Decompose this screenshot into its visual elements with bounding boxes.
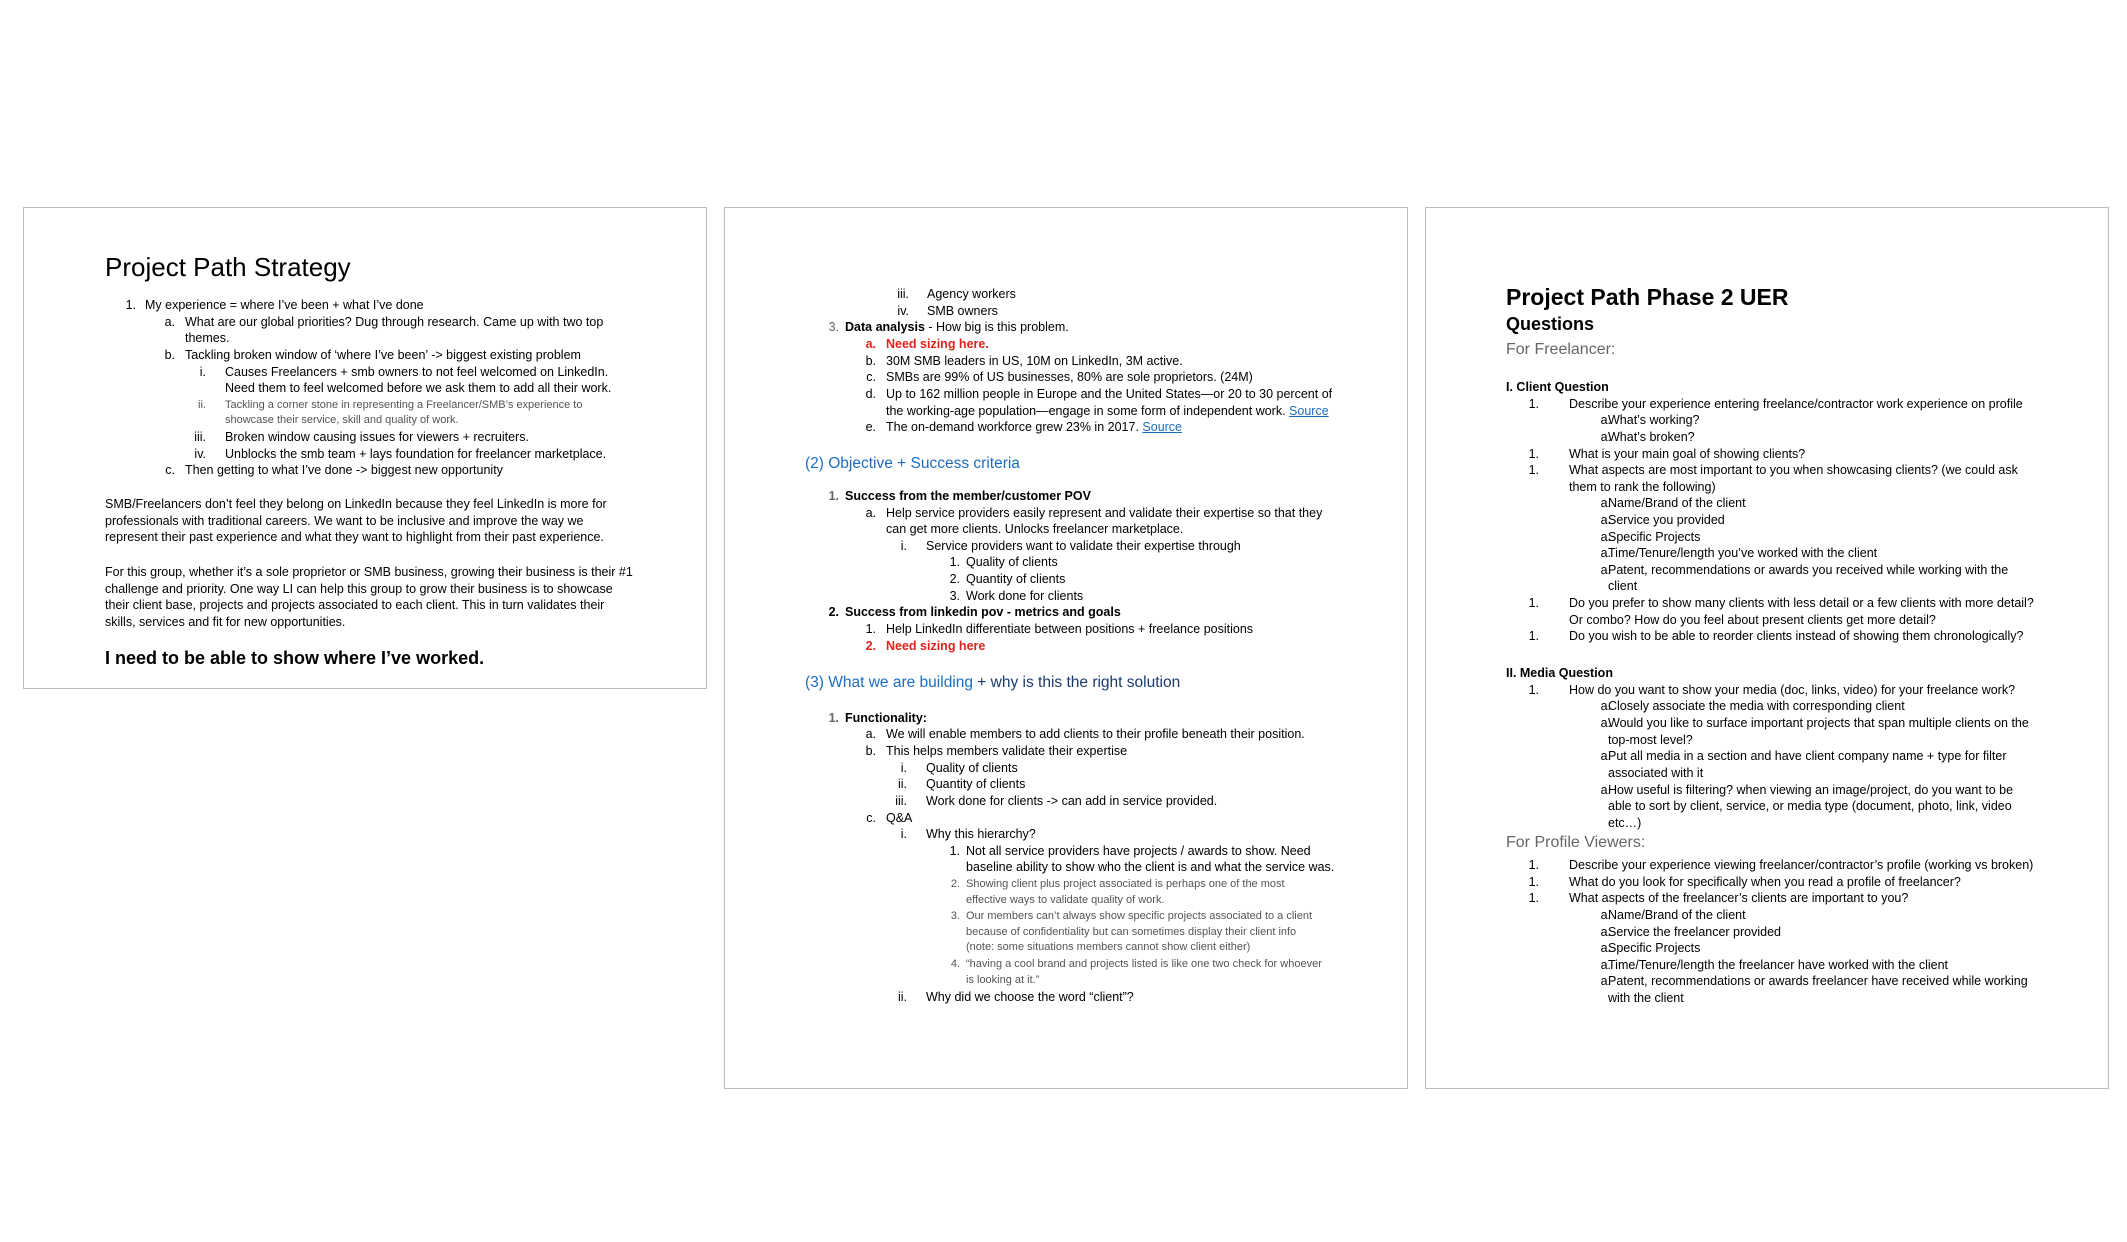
section-heading-building — [805, 674, 1180, 692]
list-marker: 1. — [949, 844, 960, 858]
list-item: Help LinkedIn differentiate between positions + freelance positions — [886, 622, 1254, 636]
list-marker: iv. — [194, 447, 206, 461]
list-item: Broken window causing issues for viewers + recruiters. — [225, 430, 529, 444]
list-item: What aspects are most important to you when showcasing clients? (we could ask — [1569, 463, 2018, 477]
list-marker: a. — [1600, 908, 1611, 922]
list-item: How do you want to show your media (doc, links, video) for your freelance work? — [1569, 683, 2016, 697]
list-marker: 1. — [1528, 683, 1539, 697]
section-heading-objective: (2) Objective + Success criteria — [805, 455, 1020, 472]
list-marker: 1. — [1528, 596, 1539, 610]
list-item: What’s broken? — [1608, 430, 1695, 444]
list-marker: 4. — [950, 958, 960, 970]
list-item: My experience = where I’ve been + what I’ve done — [145, 298, 424, 312]
list-marker: a. — [1600, 513, 1611, 527]
list-item: Showing client plus project associated is perhaps one of the most — [966, 878, 1285, 890]
list-item: Help service providers easily represent and validate their expertise so that they — [886, 506, 1323, 520]
list-marker: i. — [900, 827, 907, 841]
list-item: Why did we choose the word “client”? — [926, 990, 1134, 1004]
list-marker: 2. — [949, 572, 960, 586]
list-item: Patent, recommendations or awards freelancer have received while working — [1608, 974, 2028, 988]
list-item: Causes Freelancers + smb owners to not feel welcomed on LinkedIn. — [225, 365, 609, 379]
list-item: showcase their service, skill and quality of work. — [225, 414, 459, 426]
list-item: Service the freelancer provided — [1608, 925, 1782, 939]
list-marker: ii. — [897, 990, 907, 1004]
list-item: Describe your experience viewing freelancer/contractor’s profile (working vs broken) — [1569, 858, 2034, 872]
source-link[interactable]: Source — [1289, 404, 1329, 418]
page-title: Project Path Strategy — [105, 252, 351, 282]
list-marker: 1. — [828, 489, 839, 503]
list-marker: a. — [1600, 530, 1611, 544]
document-page-2 — [724, 207, 1408, 1089]
list-item: Quality of clients — [926, 761, 1018, 775]
list-item: can get more clients. Unlocks freelancer marketplace. — [886, 522, 1184, 536]
list-item: Work done for clients -> can add in service provided. — [926, 794, 1218, 808]
list-marker: a. — [1600, 699, 1611, 713]
list-marker: c. — [165, 463, 175, 477]
page-title: Project Path Phase 2 UER — [1506, 284, 1789, 310]
list-item: Quality of clients — [966, 555, 1058, 569]
list-item: Time/Tenure/length you’ve worked with the client — [1608, 546, 1878, 560]
list-marker: 2. — [950, 878, 960, 890]
list-item: baseline ability to show who the client is and what the service was. — [966, 860, 1335, 874]
list-marker: iii. — [194, 430, 206, 444]
list-marker: 1. — [1528, 397, 1539, 411]
list-item: the working-age population—engage in some form of independent work. Source — [886, 404, 1329, 418]
client-question-heading: I. Client Question — [1506, 380, 1609, 394]
list-marker: 1. — [865, 622, 876, 636]
list-item: Up to 162 million people in Europe and the United States—or 20 to 30 percent of — [886, 387, 1333, 401]
list-item-rest: - How big is this problem. — [924, 320, 1069, 334]
list-marker: iv. — [897, 304, 909, 318]
list-marker: iii. — [895, 794, 907, 808]
list-item: Would you like to surface important projects that span multiple clients on the — [1608, 716, 2029, 730]
list-marker: i. — [900, 761, 907, 775]
list-marker: i. — [900, 539, 907, 553]
list-marker: a. — [1600, 974, 1611, 988]
list-marker: d. — [865, 387, 876, 401]
list-item: Work done for clients — [966, 589, 1084, 603]
list-item: The on-demand workforce grew 23% in 2017. Source — [886, 420, 1183, 434]
list-item: Tackling a corner stone in representing a Freelancer/SMB’s experience to — [225, 399, 583, 411]
list-item: Need them to feel welcomed before we ask them to add all their work. — [225, 381, 612, 395]
list-item: Need sizing here. — [886, 337, 989, 351]
list-item: because of confidentiality but can sometimes display their client info — [966, 926, 1297, 938]
paragraph-line: challenge and priority. One way LI can help this group to grow their business is to showcase — [105, 581, 613, 596]
list-item: Then getting to what I’ve done -> biggest new opportunity — [185, 463, 503, 477]
list-marker: 1. — [1528, 463, 1539, 477]
list-marker: b. — [865, 354, 876, 368]
list-marker: a. — [1600, 716, 1611, 730]
list-item: Service you provided — [1608, 513, 1725, 527]
list-marker: a. — [1600, 958, 1611, 972]
list-marker: iii. — [897, 287, 909, 301]
list-item: Why this hierarchy? — [926, 827, 1036, 841]
list-item: Do you wish to be able to reorder clients instead of showing them chronologically? — [1569, 629, 2024, 643]
list-marker: 2. — [828, 605, 839, 619]
list-item: SMBs are 99% of US businesses, 80% are sole proprietors. (24M) — [886, 370, 1253, 384]
list-item: Need sizing here — [886, 639, 986, 653]
list-marker: 1. — [1528, 629, 1539, 643]
paragraph-line: professionals with traditional careers. We want to be inclusive and improve the way we — [105, 513, 584, 528]
list-marker: a. — [1600, 783, 1611, 797]
list-item: Specific Projects — [1608, 941, 1701, 955]
list-item: Functionality: — [845, 711, 927, 725]
list-item: What aspects of the freelancer’s clients are important to you? — [1569, 891, 1909, 905]
list-item: Service providers want to validate their expertise through — [926, 539, 1241, 553]
list-item: Quantity of clients — [966, 572, 1066, 586]
list-item: able to sort by client, service, or media type (document, photo, link, video — [1608, 799, 2012, 813]
list-marker: 1. — [949, 555, 960, 569]
list-item: Name/Brand of the client — [1608, 496, 1746, 510]
list-item-bold: Data analysis — [845, 320, 925, 334]
list-marker: 1. — [1528, 891, 1539, 905]
list-item: Do you prefer to show many clients with less detail or a few clients with more detail? — [1569, 596, 2034, 610]
list-item: Patent, recommendations or awards you received while working with the — [1608, 563, 2009, 577]
list-marker: a. — [865, 727, 876, 741]
list-item: with the client — [1608, 991, 1684, 1005]
paragraph-line: skills, services and fit for new opportunities. — [105, 614, 346, 629]
list-marker: a. — [1600, 546, 1611, 560]
section-for-freelancer: For Freelancer: — [1506, 341, 1616, 358]
list-item: etc…) — [1608, 816, 1642, 830]
list-item: Our members can’t always show specific projects associated to a client — [966, 910, 1313, 922]
list-marker: a. — [1600, 941, 1611, 955]
list-marker: 1. — [1528, 858, 1539, 872]
paragraph-line: represent their past experience and what they want to highlight from their past experience. — [105, 530, 604, 544]
list-item: Tackling broken window of ‘where I’ve been’ -> biggest existing problem — [185, 348, 581, 362]
list-item: Not all service providers have projects / awards to show. Need — [966, 844, 1311, 858]
list-item: Agency workers — [927, 287, 1016, 301]
list-marker: 1. — [1528, 447, 1539, 461]
list-marker: b. — [164, 348, 175, 362]
list-item: Put all media in a section and have client company name + type for filter — [1608, 749, 2007, 763]
list-marker: ii. — [897, 777, 907, 791]
heading-solution-part: + why is this the right solution — [973, 674, 1181, 691]
list-marker: a. — [1600, 749, 1611, 763]
list-marker: a. — [164, 315, 175, 329]
list-item: Closely associate the media with corresponding client — [1608, 699, 1905, 713]
list-item: associated with it — [1608, 766, 1704, 780]
paragraph-line: For this group, whether it’s a sole proprietor or SMB business, growing their business is their #1 — [105, 565, 633, 579]
list-marker: a. — [865, 506, 876, 520]
source-link[interactable]: Source — [1142, 420, 1183, 434]
heading-building-part: (3) What we are building — [805, 674, 973, 691]
list-marker: 1. — [828, 711, 839, 725]
list-item: What is your main goal of showing clients? — [1569, 447, 1806, 461]
list-item: What do you look for specifically when you read a profile of freelancer? — [1569, 875, 1961, 889]
list-item: We will enable members to add clients to their profile beneath their position. — [886, 727, 1305, 741]
list-item: Name/Brand of the client — [1608, 908, 1746, 922]
page-subtitle: Questions — [1506, 314, 1595, 334]
list-marker: a. — [1600, 563, 1611, 577]
paragraph-line: their client base, projects and projects associated to each client. This in turn validates their — [105, 598, 605, 612]
list-marker: e. — [865, 420, 876, 434]
list-marker: a. — [865, 337, 876, 351]
list-marker: 3. — [828, 320, 839, 334]
list-marker: a. — [1600, 925, 1611, 939]
list-marker: ii. — [198, 399, 206, 411]
list-item: them to rank the following) — [1569, 480, 1716, 494]
list-marker: 2. — [865, 639, 876, 653]
list-item: top-most level? — [1608, 733, 1693, 747]
list-item: Describe your experience entering freelance/contractor work experience on profile — [1569, 397, 2023, 411]
list-item: themes. — [185, 331, 230, 345]
list-item: (note: some situations members cannot show client either) — [966, 941, 1251, 953]
list-marker: a. — [1600, 496, 1611, 510]
list-marker: 1. — [125, 298, 136, 312]
list-item: effective ways to validate quality of work. — [966, 894, 1165, 906]
list-item: client — [1608, 579, 1638, 593]
list-item: Specific Projects — [1608, 530, 1701, 544]
list-marker: 1. — [1528, 875, 1539, 889]
document-page-1 — [23, 207, 707, 689]
list-item: Or combo? How do you feel about present clients get more detail? — [1569, 613, 1936, 627]
list-marker: c. — [866, 370, 876, 384]
list-item: Time/Tenure/length the freelancer have worked with the client — [1608, 958, 1948, 972]
list-item: “having a cool brand and projects listed is like one two check for whoever — [966, 958, 1322, 970]
list-item: What’s working? — [1608, 413, 1700, 427]
list-item: SMB owners — [927, 304, 998, 318]
list-marker: a. — [1600, 413, 1611, 427]
list-item: 30M SMB leaders in US, 10M on LinkedIn, 3M active. — [886, 354, 1183, 368]
list-item: is looking at it.” — [966, 974, 1040, 986]
list-item: Unblocks the smb team + lays foundation for freelancer marketplace. — [225, 447, 607, 461]
paragraph-line: SMB/Freelancers don’t feel they belong on LinkedIn because they feel LinkedIn is more for — [105, 497, 607, 511]
list-item: Quantity of clients — [926, 777, 1026, 791]
list-marker: 3. — [949, 589, 960, 603]
list-item: How useful is filtering? when viewing an image/project, do you want to be — [1608, 783, 2014, 797]
section-for-profile-viewers: For Profile Viewers: — [1506, 834, 1646, 851]
list-marker: 3. — [950, 910, 960, 922]
list-item: This helps members validate their expertise — [886, 744, 1128, 758]
list-item: Success from linkedin pov - metrics and goals — [845, 605, 1121, 619]
key-statement: I need to be able to show where I’ve worked. — [105, 648, 485, 668]
list-marker: a. — [1600, 430, 1611, 444]
media-question-heading: II. Media Question — [1506, 666, 1613, 680]
list-item: What are our global priorities? Dug through research. Came up with two top — [185, 315, 604, 329]
list-marker: i. — [199, 365, 206, 379]
list-marker: b. — [865, 744, 876, 758]
list-item: Success from the member/customer POV — [845, 489, 1091, 503]
list-item: Q&A — [886, 811, 913, 825]
document-page-3 — [1425, 207, 2109, 1089]
list-item — [845, 319, 1069, 335]
list-marker: c. — [866, 811, 876, 825]
